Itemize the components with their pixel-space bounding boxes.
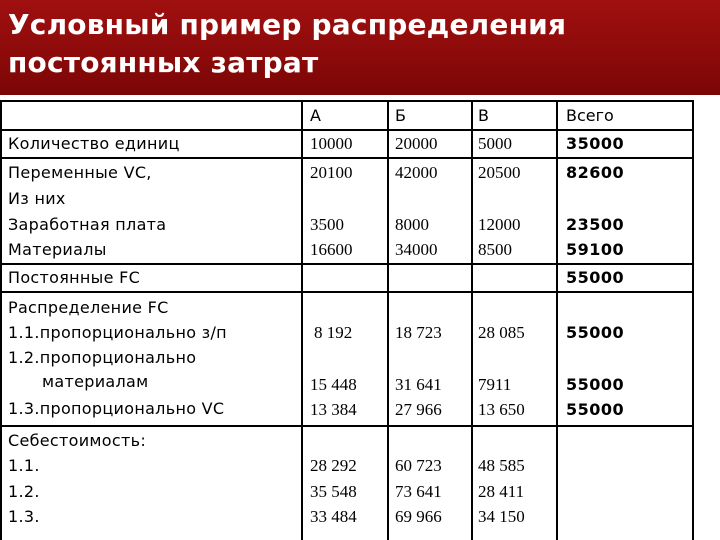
cell-mat-a: 16600 (310, 240, 353, 259)
cell-mat-v: 8500 (478, 240, 512, 259)
row-label-materials: Материалы (8, 240, 107, 259)
table-rule (0, 100, 2, 540)
column-header-b: Б (395, 106, 406, 125)
cell-wage-b: 8000 (395, 215, 429, 234)
cell-cost3-v: 34 150 (478, 507, 525, 526)
table-rule (0, 291, 694, 293)
title-line-1: Условный пример распределения (8, 8, 567, 41)
table-rule (301, 100, 303, 540)
cell-cost3-b: 69 966 (395, 507, 442, 526)
row-label-cost-2: 1.2. (8, 482, 40, 501)
cost-table (0, 100, 694, 540)
cell-qty-total: 35000 (566, 134, 625, 153)
cell-vc-v: 20500 (478, 163, 521, 182)
page-title (8, 6, 708, 82)
cell-mat-b: 34000 (395, 240, 438, 259)
table-rule (0, 157, 694, 159)
row-label-fixed-costs: Постоянные FC (8, 268, 141, 287)
row-label-dist-wages: 1.1.пропорционально з/п (8, 323, 227, 342)
cell-qty-v: 5000 (478, 134, 512, 153)
column-header-v: В (478, 106, 489, 125)
row-label-dist-vc: 1.3.пропорционально VC (8, 399, 225, 418)
cell-mat-total: 59100 (566, 240, 625, 259)
cell-dist3-total: 55000 (566, 400, 625, 419)
cell-dist3-v: 13 650 (478, 400, 525, 419)
row-label-quantity: Количество единиц (8, 134, 180, 153)
row-label-dist-materials-cont: материалам (42, 372, 149, 391)
cell-dist1-a: 8 192 (314, 323, 353, 342)
table-rule (556, 100, 558, 540)
cell-dist1-b: 18 723 (395, 323, 442, 342)
table-rule (0, 100, 694, 102)
row-label-of-them: Из них (8, 189, 66, 208)
cell-vc-a: 20100 (310, 163, 353, 182)
cell-cost1-v: 48 585 (478, 456, 525, 475)
cell-vc-b: 42000 (395, 163, 438, 182)
row-label-wages: Заработная плата (8, 215, 167, 234)
cell-vc-total: 82600 (566, 163, 625, 182)
row-label-dist-materials: 1.2.пропорционально (8, 348, 197, 367)
title-banner (0, 0, 720, 95)
cell-dist2-v: 7911 (478, 375, 512, 394)
column-header-total: Всего (566, 106, 614, 125)
row-label-cost-price: Себестоимость: (8, 431, 147, 450)
cell-dist1-total: 55000 (566, 323, 625, 342)
row-label-cost-3: 1.3. (8, 507, 40, 526)
cell-wage-v: 12000 (478, 215, 521, 234)
row-label-distribution: Распределение FC (8, 298, 169, 317)
cell-dist3-b: 27 966 (395, 400, 442, 419)
row-label-variable-costs: Переменные VC, (8, 163, 152, 182)
cell-cost1-a: 28 292 (310, 456, 357, 475)
table-rule (0, 425, 694, 427)
cell-wage-a: 3500 (310, 215, 344, 234)
cell-cost3-a: 33 484 (310, 507, 357, 526)
cell-cost1-b: 60 723 (395, 456, 442, 475)
cell-wage-total: 23500 (566, 215, 625, 234)
cell-dist1-v: 28 085 (478, 323, 525, 342)
row-label-cost-1: 1.1. (8, 456, 40, 475)
cell-dist2-total: 55000 (566, 375, 625, 394)
cell-dist3-a: 13 384 (310, 400, 357, 419)
cell-fc-total: 55000 (566, 268, 625, 287)
table-rule (471, 100, 473, 540)
column-header-a: А (310, 106, 321, 125)
cell-qty-a: 10000 (310, 134, 353, 153)
cell-cost2-a: 35 548 (310, 482, 357, 501)
cell-dist2-b: 31 641 (395, 375, 442, 394)
cell-qty-b: 20000 (395, 134, 438, 153)
cell-cost2-b: 73 641 (395, 482, 442, 501)
table-rule (692, 100, 694, 540)
cell-dist2-a: 15 448 (310, 375, 357, 394)
title-line-2: постоянных затрат (8, 46, 319, 79)
table-rule (387, 100, 389, 540)
cell-cost2-v: 28 411 (478, 482, 525, 501)
